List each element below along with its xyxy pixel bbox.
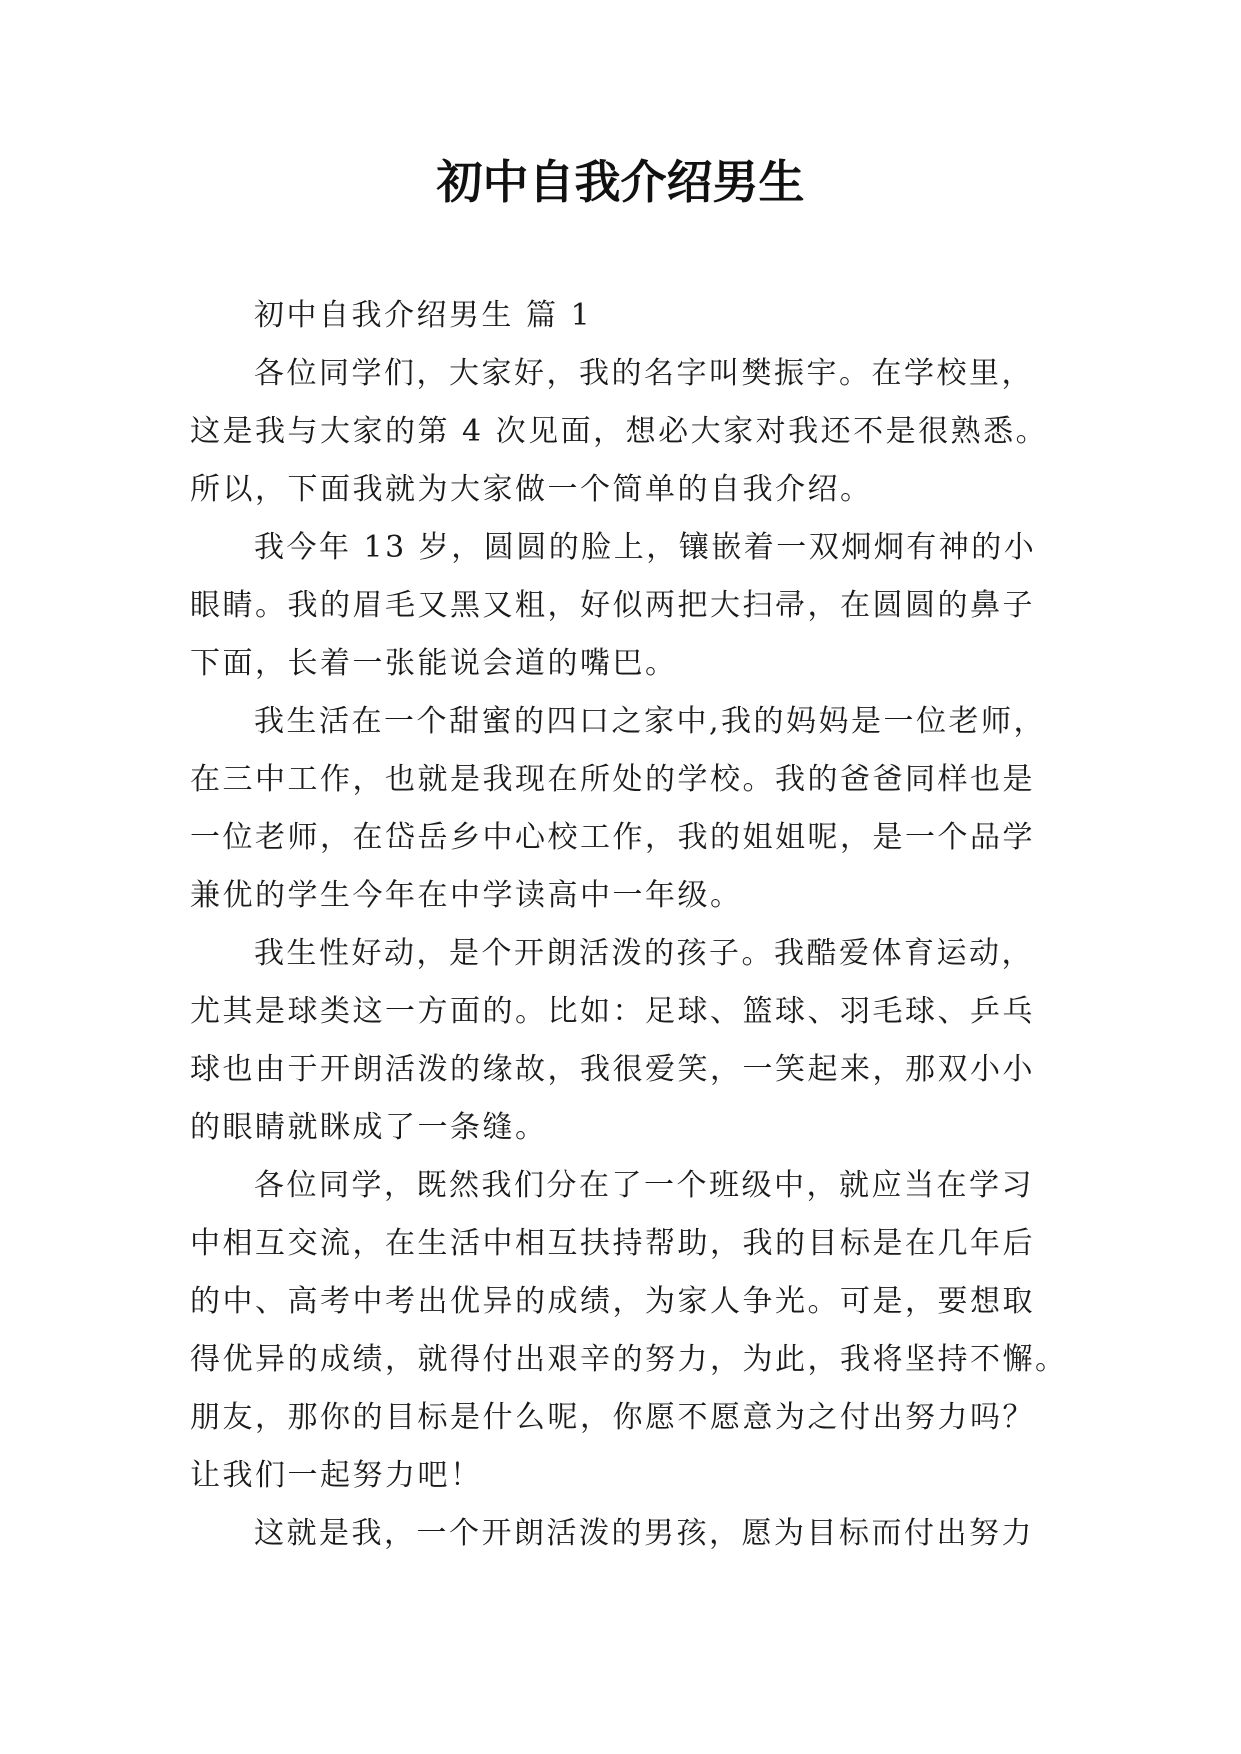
paragraph-line: 我今年 13 岁，圆圆的脸上，镶嵌着一双炯炯有神的小 <box>254 530 1037 565</box>
paragraph-line: 得优异的成绩，就得付出艰辛的努力，为此，我将坚持不懈。 <box>190 1342 1068 1377</box>
paragraph-line: 让我们一起努力吧！ <box>190 1458 483 1493</box>
paragraph-line: 眼睛。我的眉毛又黑又粗，好似两把大扫帚，在圆圆的鼻子 <box>190 588 1035 623</box>
paragraph-line: 我生活在一个甜蜜的四口之家中,我的妈妈是一位老师， <box>254 704 1047 739</box>
paragraph-line: 我生性好动，是个开朗活泼的孩子。我酷爱体育运动， <box>254 936 1034 971</box>
section-heading: 初中自我介绍男生 篇 1 <box>254 298 593 333</box>
paragraph-line: 一位老师，在岱岳乡中心校工作，我的姐姐呢，是一个品学 <box>190 820 1035 855</box>
document-body <box>190 287 1080 1563</box>
paragraph-line: 下面，长着一张能说会道的嘴巴。 <box>190 646 678 681</box>
paragraph-3 <box>190 693 1080 925</box>
paragraph-5 <box>190 1157 1080 1505</box>
paragraph-line: 的眼睛就眯成了一条缝。 <box>190 1110 548 1145</box>
paragraph-4 <box>190 925 1080 1157</box>
paragraph-line: 朋友，那你的目标是什么呢，你愿不愿意为之付出努力吗？ <box>190 1400 1035 1435</box>
paragraph-line: 各位同学，既然我们分在了一个班级中，就应当在学习 <box>254 1168 1034 1203</box>
paragraph-line: 在三中工作，也就是我现在所处的学校。我的爸爸同样也是 <box>190 762 1035 797</box>
paragraph-line: 这就是我，一个开朗活泼的男孩，愿为目标而付出努力 <box>254 1516 1034 1551</box>
paragraph-line: 这是我与大家的第 4 次见面，想必大家对我还不是很熟悉。 <box>190 414 1049 449</box>
paragraph-6 <box>190 1505 1080 1563</box>
document-title: 初中自我介绍男生 <box>436 155 805 209</box>
paragraph-line: 中相互交流，在生活中相互扶持帮助，我的目标是在几年后 <box>190 1226 1035 1261</box>
paragraph-line: 球也由于开朗活泼的缘故，我很爱笑，一笑起来，那双小小 <box>190 1052 1035 1087</box>
paragraph-line: 各位同学们，大家好，我的名字叫樊振宇。在学校里， <box>254 356 1034 391</box>
paragraph-line: 的中、高考中考出优异的成绩，为家人争光。可是，要想取 <box>190 1284 1035 1319</box>
paragraph-line: 所以，下面我就为大家做一个简单的自我介绍。 <box>190 472 873 507</box>
paragraph-1 <box>190 345 1080 519</box>
paragraph-line: 尤其是球类这一方面的。比如：足球、篮球、羽毛球、乒乓 <box>190 994 1035 1029</box>
paragraph-line: 兼优的学生今年在中学读高中一年级。 <box>190 878 743 913</box>
paragraph-2 <box>190 519 1080 693</box>
